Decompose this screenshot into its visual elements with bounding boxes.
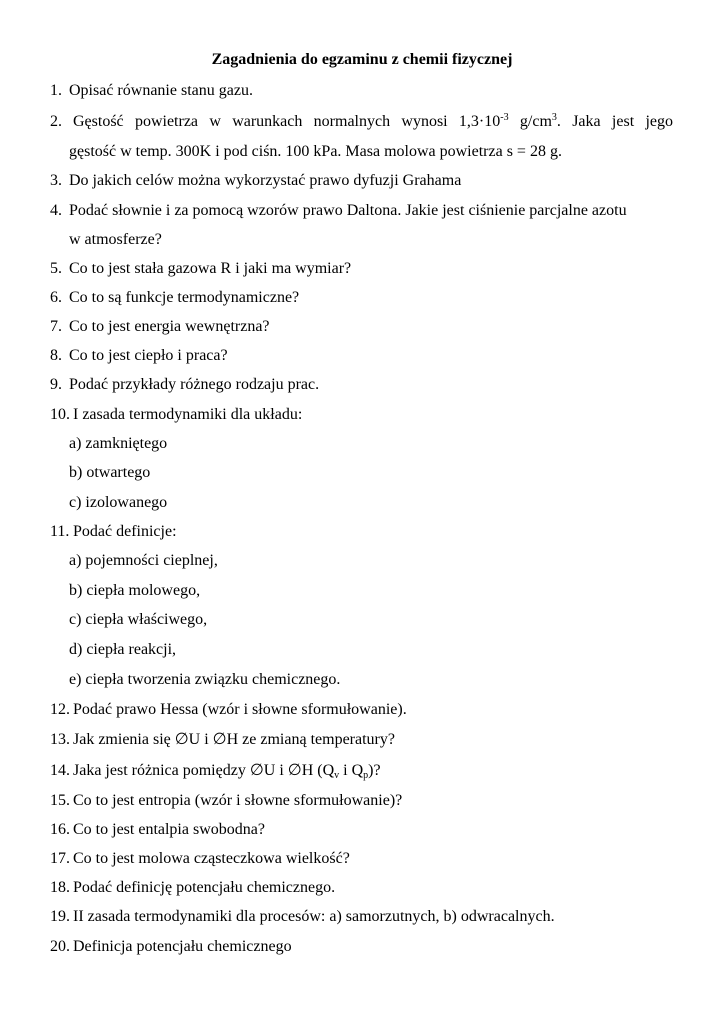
item-number: 5. — [50, 260, 62, 277]
item-text: Co to jest ciepło i praca? — [69, 347, 228, 364]
sub-item-text: e) ciepła tworzenia związku chemicznego. — [69, 671, 341, 688]
item-text: Gęstość powietrza w warunkach normalnych wynosi $1,3\cdot 10^{-3}$ $g/cm^3$. Jaka jest jego — [73, 112, 674, 130]
item-text: Co to są funkcje termodynamiczne? — [69, 289, 300, 306]
item-text: Podać definicje: — [73, 523, 177, 540]
sub-item-text: a) pojemności cieplnej, — [69, 552, 218, 569]
item-number: 16. — [50, 821, 70, 838]
item-text: Co to jest entropia (wzór i słowne sformułowanie)? — [73, 792, 403, 809]
item-text: Co to jest entalpia swobodna? — [73, 821, 265, 838]
item-number: 18. — [50, 879, 70, 896]
item-number: 12. — [50, 701, 70, 718]
item-number: 6. — [50, 289, 62, 306]
item-number: 10. — [50, 406, 70, 423]
sub-item-text: b) otwartego — [69, 464, 151, 481]
item-text: Co to jest stała gazowa R i jaki ma wymiar? — [69, 260, 352, 277]
item-number: 1. — [50, 82, 62, 99]
item-text: gęstość w temp. 300K i pod ciśn. 100 kPa. Masa molowa powietrza s = 28 g. — [69, 143, 562, 160]
item-text: Podać prawo Hessa (wzór i słowne sformułowanie). — [73, 701, 407, 718]
item-text: Podać słownie i za pomocą wzorów prawo Daltona. Jakie jest ciśnienie parcjalne azotu — [69, 202, 627, 219]
item-text: Jaka jest różnica pomiędzy ∅U i ∅H ($Q_v$ i $Q_p$)? — [73, 762, 381, 781]
item-number: 13. — [50, 731, 70, 748]
item-number: 3. — [50, 172, 62, 189]
item-number: 8. — [50, 347, 62, 364]
item-text: Co to jest molowa cząsteczkowa wielkość? — [73, 850, 350, 867]
item-text: Co to jest energia wewnętrzna? — [69, 318, 270, 335]
item-text: Podać definicję potencjału chemicznego. — [73, 879, 336, 896]
item-number: 19. — [50, 908, 70, 925]
document-title: Zagadnienia do egzaminu z chemii fizycznej — [211, 51, 513, 68]
sub-item-text: c) ciepła właściwego, — [69, 611, 208, 628]
item-text: w atmosferze? — [69, 231, 162, 248]
item-text: Jak zmienia się ∅U i ∅H ze zmianą temperatury? — [73, 731, 395, 748]
item-number: 15. — [50, 792, 70, 809]
item-number: 9. — [50, 376, 62, 393]
item-text: II zasada termodynamiki dla procesów: a) samorzutnych, b) odwracalnych. — [73, 908, 555, 925]
item-text: Definicja potencjału chemicznego — [73, 938, 292, 955]
item-number: 14. — [50, 762, 70, 779]
item-number: 17. — [50, 850, 70, 867]
sub-item-text: b) ciepła molowego, — [69, 582, 201, 599]
item-text: Do jakich celów można wykorzystać prawo dyfuzji Grahama — [69, 172, 462, 189]
item-number: 4. — [50, 202, 62, 219]
item-number: 7. — [50, 318, 62, 335]
sub-item-text: d) ciepła reakcji, — [69, 641, 177, 658]
item-text: Opisać równanie stanu gazu. — [69, 82, 253, 99]
item-text: Podać przykłady różnego rodzaju prac. — [69, 376, 320, 393]
item-text: I zasada termodynamiki dla układu: — [73, 406, 303, 423]
sub-item-text: c) izolowanego — [69, 494, 168, 511]
item-number: 20. — [50, 938, 70, 955]
item-number: 2. — [50, 113, 62, 130]
sub-item-text: a) zamkniętego — [69, 435, 168, 452]
item-number: 11. — [50, 523, 70, 540]
